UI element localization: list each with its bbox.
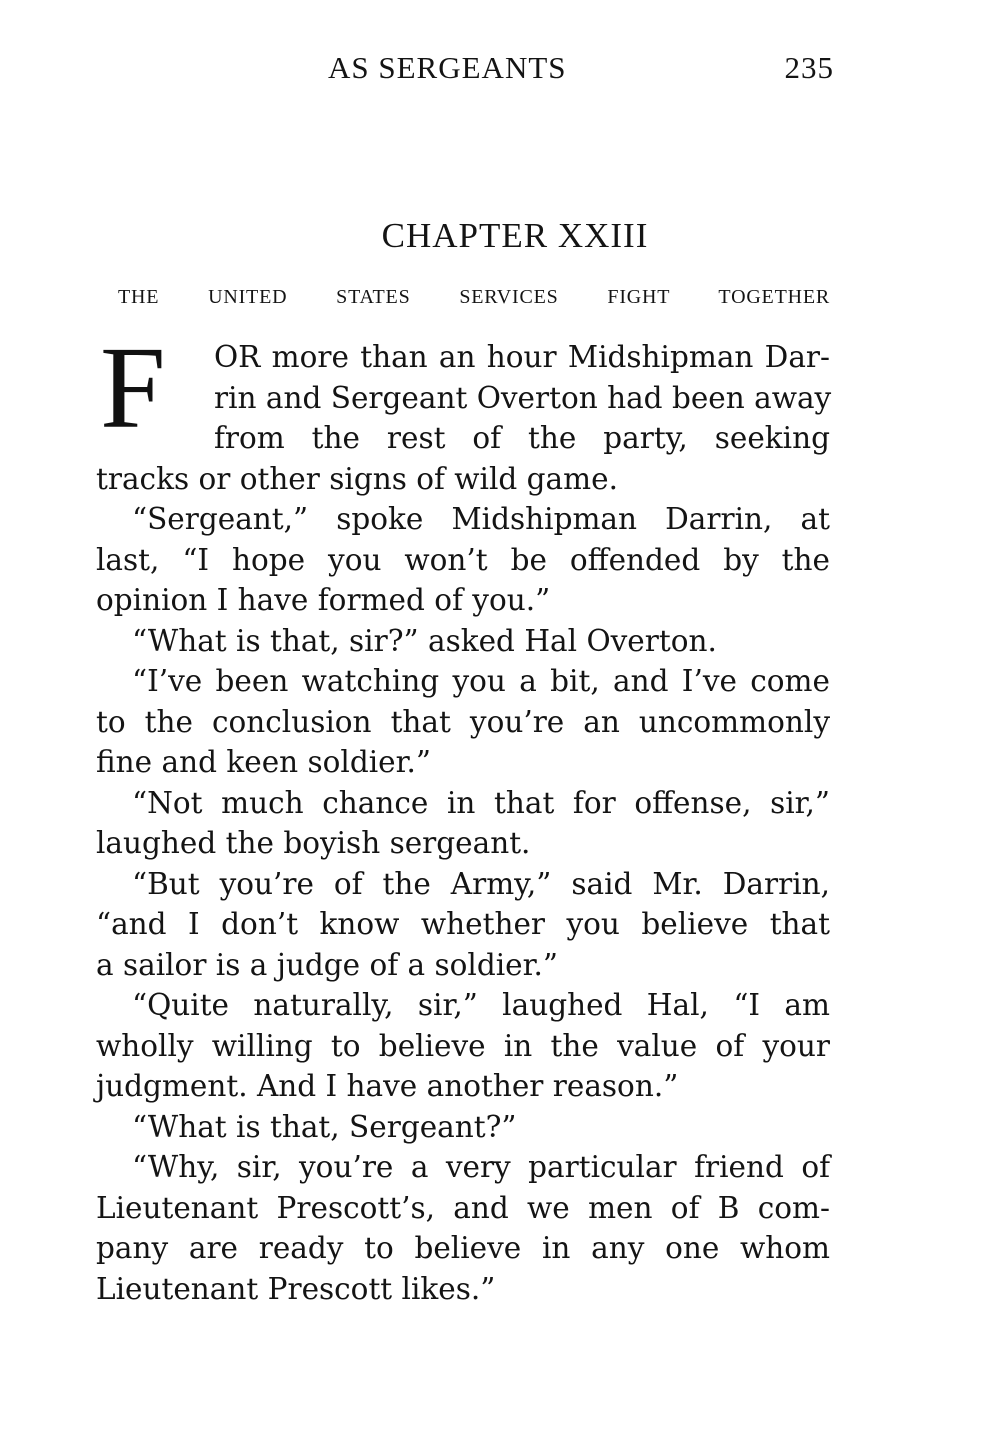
text-line: Lieutenant Prescott likes.” bbox=[96, 1271, 496, 1306]
text-line: “Why, sir, you’re a very particular friend of bbox=[132, 1150, 830, 1184]
text-line: “Not much chance in that for offense, sir,” bbox=[132, 785, 830, 820]
text-line: laughed the boyish sergeant. bbox=[96, 826, 531, 860]
text-line: to the conclusion that you’re an uncommonly bbox=[96, 704, 830, 739]
chapter-number: CHAPTER XXIII bbox=[381, 216, 649, 255]
text-line: rin and Sergeant Overton had been away bbox=[214, 380, 832, 415]
text-line: last, “I hope you won’t be offended by the bbox=[96, 542, 830, 577]
text-line: “Sergeant,” spoke Midshipman Darrin, at bbox=[132, 502, 830, 536]
text-line: tracks or other signs of wild game. bbox=[96, 461, 618, 496]
body-text bbox=[96, 322, 832, 1309]
text-line: a sailor is a judge of a soldier.” bbox=[96, 947, 558, 982]
running-head bbox=[0, 50, 1000, 94]
text-line: fine and keen soldier.” bbox=[96, 745, 431, 779]
text-line: “What is that, Sergeant?” bbox=[132, 1109, 517, 1144]
text-line: “I’ve been watching you a bit, and I’ve come bbox=[132, 664, 830, 698]
text-line: Lieutenant Prescott’s, and we men of B com- bbox=[96, 1190, 830, 1225]
chapter-title: THE UNITED STATES SERVICES FIGHT TOGETHER bbox=[118, 286, 830, 308]
page-number: 235 bbox=[784, 50, 834, 85]
running-title: AS SERGEANTS bbox=[328, 50, 567, 85]
text-line: “What is that, sir?” asked Hal Overton. bbox=[132, 623, 717, 658]
drop-cap: F bbox=[100, 322, 166, 453]
text-line: “and I don’t know whether you believe that bbox=[96, 907, 830, 941]
text-line: OR more than an hour Midshipman Dar- bbox=[214, 340, 830, 374]
text-line: “Quite naturally, sir,” laughed Hal, “I am bbox=[132, 988, 830, 1022]
text-line: wholly willing to believe in the value of your bbox=[96, 1028, 830, 1063]
text-line: “But you’re of the Army,” said Mr. Darrin, bbox=[132, 866, 830, 901]
text-line: pany are ready to believe in any one whom bbox=[96, 1231, 830, 1265]
text-line: opinion I have formed of you.” bbox=[96, 583, 551, 617]
text-line: from the rest of the party, seeking bbox=[214, 421, 830, 455]
text-line: judgment. And I have another reason.” bbox=[96, 1069, 679, 1103]
